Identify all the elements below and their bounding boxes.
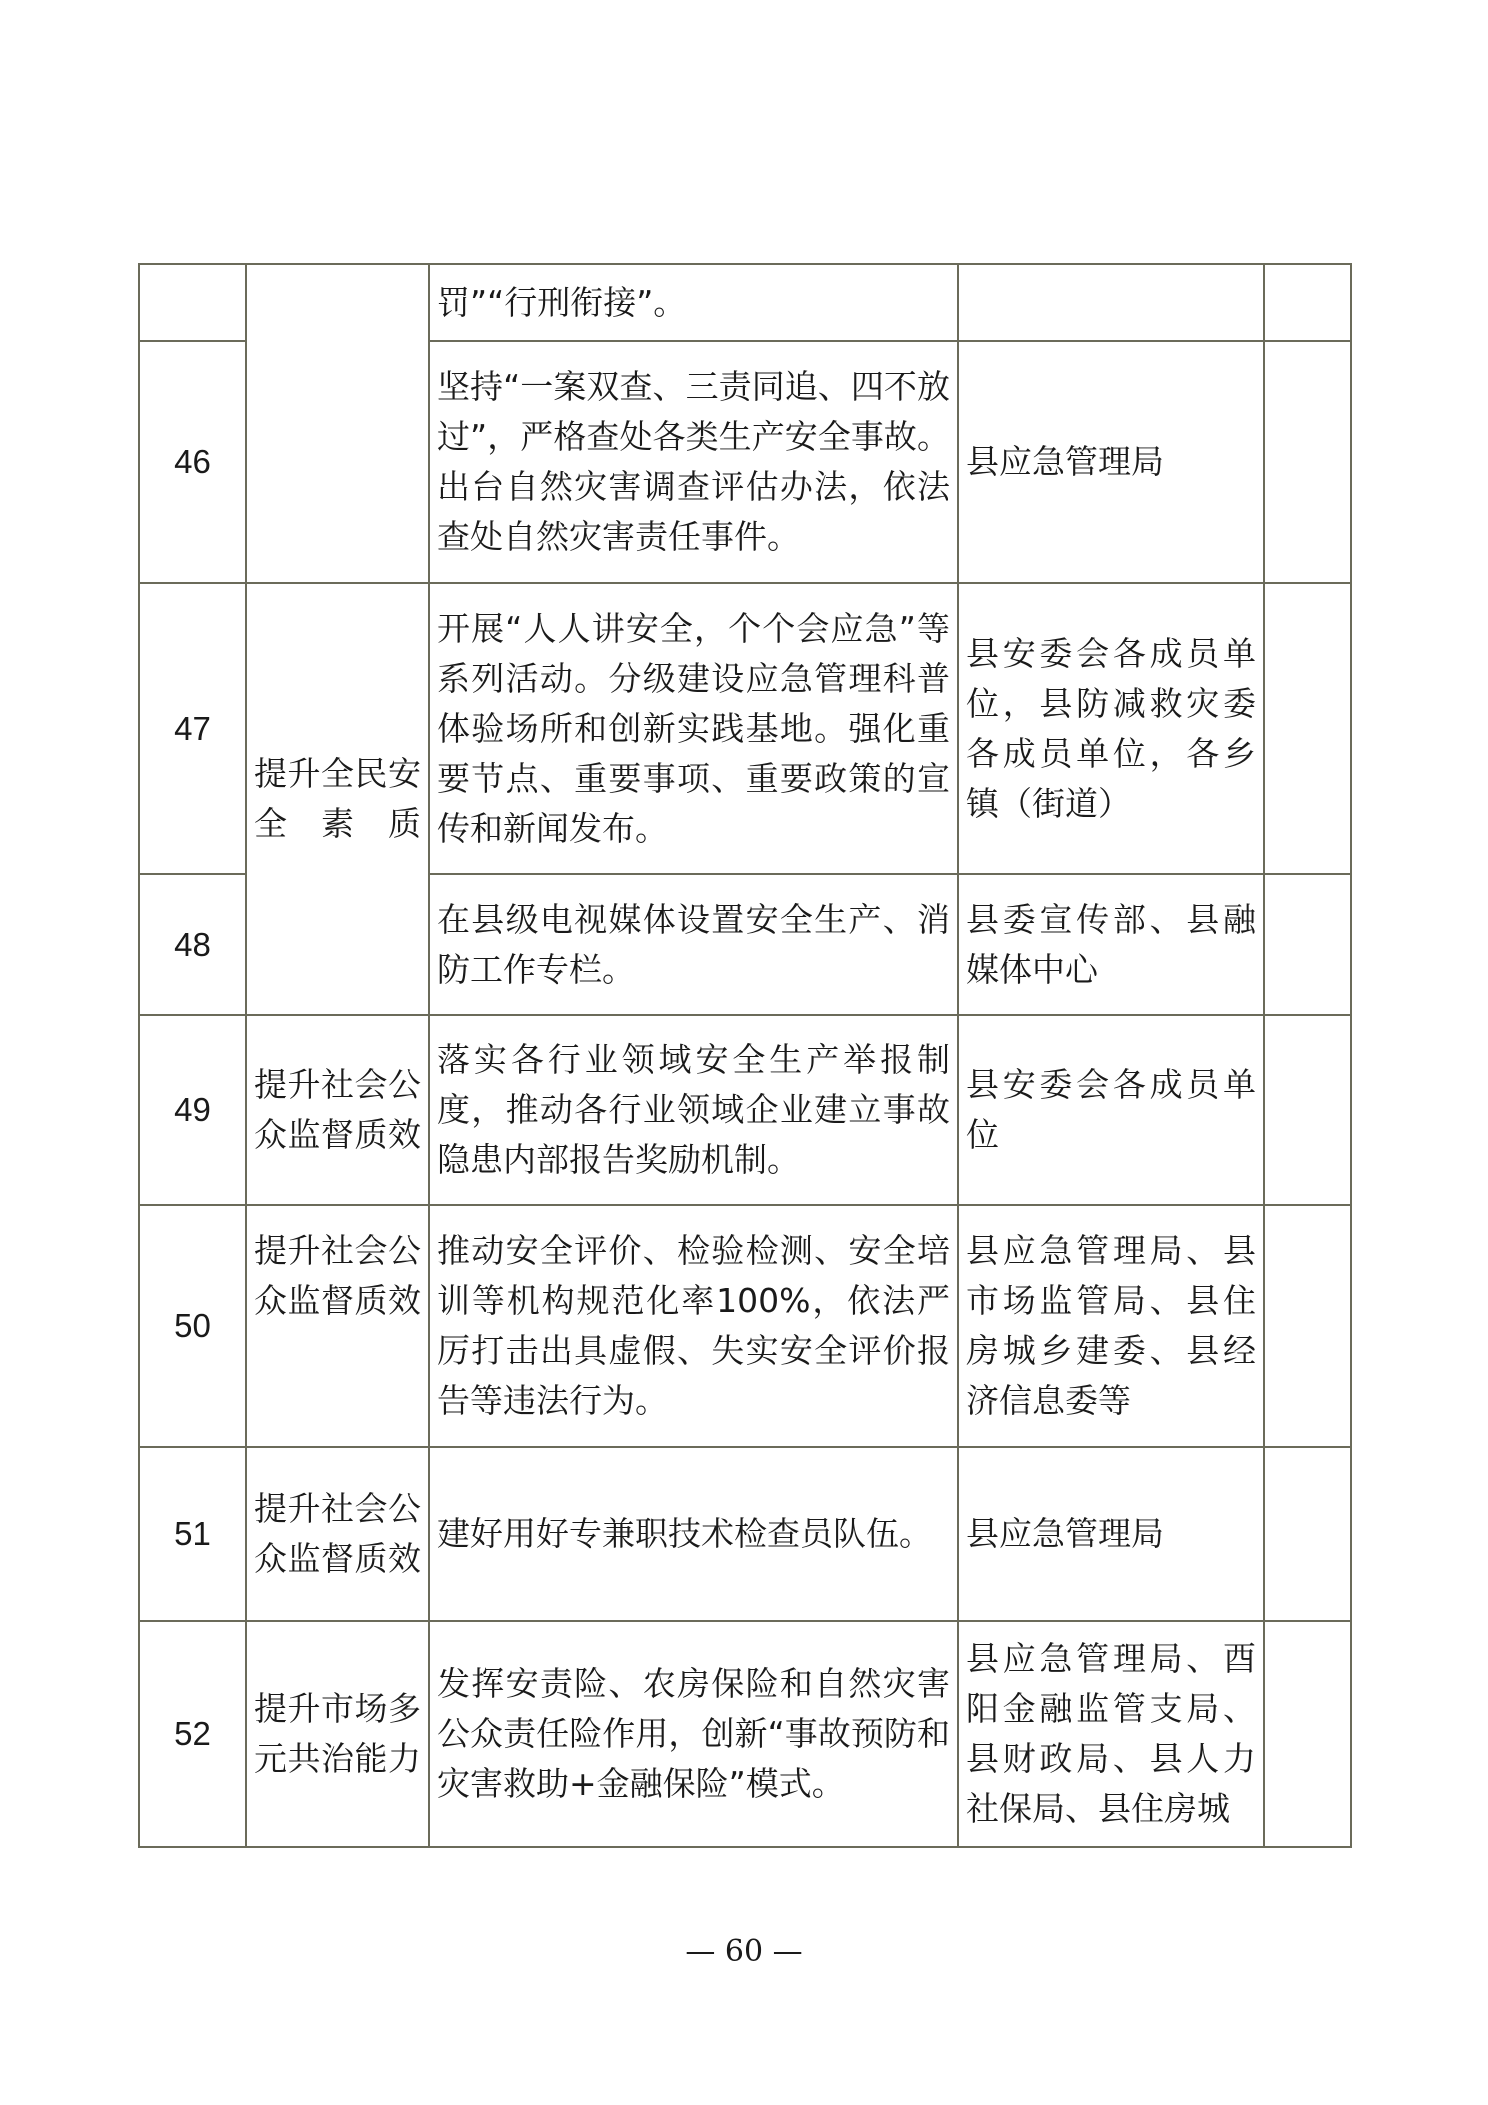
table-row — [139, 1015, 1351, 1205]
row-number: 47 — [139, 583, 246, 874]
task-table — [138, 263, 1352, 1848]
row-category: 提升社会公众监督质效 — [246, 1015, 429, 1205]
row-remark — [1264, 874, 1351, 1015]
row-department: 县安委会各成员单位，县防减救灾委各成员单位，各乡镇（街道） — [958, 583, 1264, 874]
row-content: 发挥安责险、农房保险和自然灾害公众责任险作用，创新“事故预防和灾害救助+金融保险”模式。 — [429, 1621, 958, 1847]
row-remark — [1264, 1621, 1351, 1847]
row-content: 开展“人人讲安全，个个会应急”等系列活动。分级建设应急管理科普体验场所和创新实践基地。强化重要节点、重要事项、重要政策的宣传和新闻发布。 — [429, 583, 958, 874]
row-remark — [1264, 583, 1351, 874]
table-row — [139, 1621, 1351, 1847]
row-number: 50 — [139, 1205, 246, 1447]
row-department: 县应急管理局、县市场监管局、县住房城乡建委、县经济信息委等 — [958, 1205, 1264, 1447]
row-department: 县安委会各成员单位 — [958, 1015, 1264, 1205]
row-remark — [1264, 1015, 1351, 1205]
row-remark — [1264, 341, 1351, 583]
row-category: 提升社会公众监督质效 — [246, 1205, 429, 1447]
row-category: 提升社会公众监督质效 — [246, 1447, 429, 1621]
table-row — [139, 583, 1351, 874]
row-content: 在县级电视媒体设置安全生产、消防工作专栏。 — [429, 874, 958, 1015]
row-content: 坚持“一案双查、三责同追、四不放过”，严格查处各类生产安全事故。出台自然灾害调查评估办法，依法查处自然灾害责任事件。 — [429, 341, 958, 583]
row-content: 落实各行业领域安全生产举报制度，推动各行业领域企业建立事故隐患内部报告奖励机制。 — [429, 1015, 958, 1205]
row-remark — [1264, 1205, 1351, 1447]
row-number: 51 — [139, 1447, 246, 1621]
row-content: 建好用好专兼职技术检查员队伍。 — [429, 1447, 958, 1621]
row-category: 提升市场多元共治能力 — [246, 1621, 429, 1847]
table-row — [139, 264, 1351, 341]
row-remark — [1264, 1447, 1351, 1621]
row-department: 县应急管理局、酉阳金融监管支局、县财政局、县人力社保局、县住房城 — [958, 1621, 1264, 1847]
row-number: 49 — [139, 1015, 246, 1205]
row-number — [139, 264, 246, 341]
row-number: 46 — [139, 341, 246, 583]
row-department: 县应急管理局 — [958, 341, 1264, 583]
table-row — [139, 1205, 1351, 1447]
table-row — [139, 1447, 1351, 1621]
row-content: 罚”“行刑衔接”。 — [429, 264, 958, 341]
row-remark — [1264, 264, 1351, 341]
row-department: 县委宣传部、县融媒体中心 — [958, 874, 1264, 1015]
row-department — [958, 264, 1264, 341]
row-category — [246, 264, 429, 583]
row-category: 提升全民安全素质 — [246, 583, 429, 1015]
row-number: 52 — [139, 1621, 246, 1847]
row-number: 48 — [139, 874, 246, 1015]
row-content: 推动安全评价、检验检测、安全培训等机构规范化率100%，依法严厉打击出具虚假、失实安全评价报告等违法行为。 — [429, 1205, 958, 1447]
row-department: 县应急管理局 — [958, 1447, 1264, 1621]
page-number: — 60 — — [685, 1934, 803, 1969]
